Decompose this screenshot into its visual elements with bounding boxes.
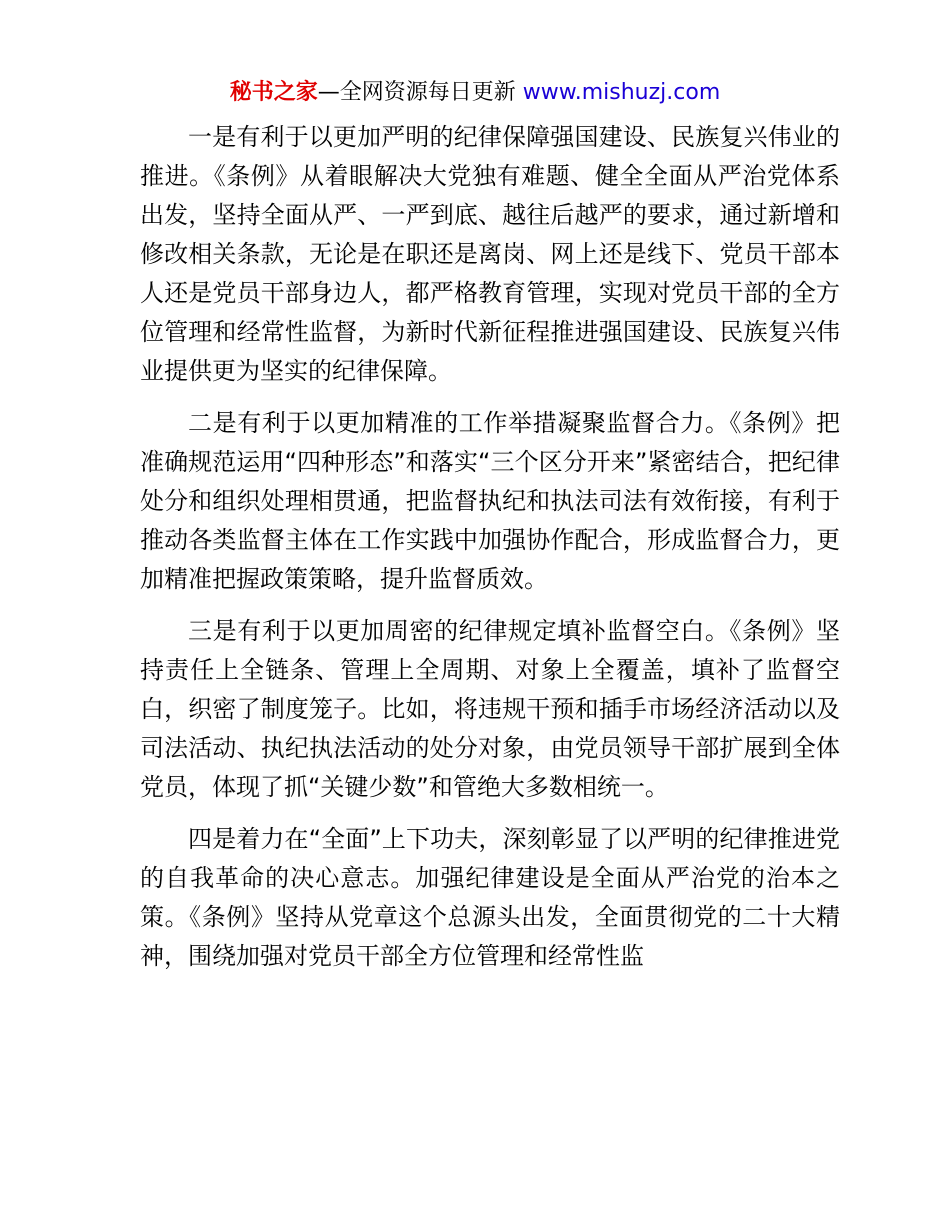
document-body xyxy=(140,118,840,976)
paragraph-4: 四是着力在“全面”上下功夫，深刻彰显了以严明的纪律推进党的自我革命的决心意志。加强纪律建设是全面从严治党的治本之策。《条例》坚持从党章这个总源头出发，全面贯彻党的二十大精神，围绕加强对党员干部全方位管理和经常性监 xyxy=(140,825,840,970)
paragraph-3: 三是有利于以更加周密的纪律规定填补监督空白。《条例》坚持责任上全链条、管理上全周期、对象上全覆盖，填补了监督空白，织密了制度笼子。比如，将违规干预和插手市场经济活动以及司法活动、执纪执法活动的处分对象，由党员领导干部扩展到全体党员，体现了抓“关键少数”和管绝大多数相统一。 xyxy=(140,617,840,801)
site-url-link[interactable]: www.mishuzj.com xyxy=(522,80,721,105)
page-header xyxy=(0,76,950,110)
site-tagline: —全网资源每日更新 xyxy=(317,80,523,105)
paragraph-2: 二是有利于以更加精准的工作举措凝聚监督合力。《条例》把准确规范运用“四种形态”和落实“三个区分开来”紧密结合，把纪律处分和组织处理相贯通，把监督执纪和执法司法有效衔接，有利于推动各类监督主体在工作实践中加强协作配合，形成监督合力，更加精准把握政策策略，提升监督质效。 xyxy=(140,409,840,593)
paragraph-1: 一是有利于以更加严明的纪律保障强国建设、民族复兴伟业的推进。《条例》从着眼解决大党独有难题、健全全面从严治党体系出发，坚持全面从严、一严到底、越往后越严的要求，通过新增和修改相关条款，无论是在职还是离岗、网上还是线下、党员干部本人还是党员干部身边人，都严格教育管理，实现对党员干部的全方位管理和经常性监督，为新时代新征程推进强国建设、民族复兴伟业提供更为坚实的纪律保障。 xyxy=(140,123,840,385)
site-brand: 秘书之家 xyxy=(229,80,318,105)
